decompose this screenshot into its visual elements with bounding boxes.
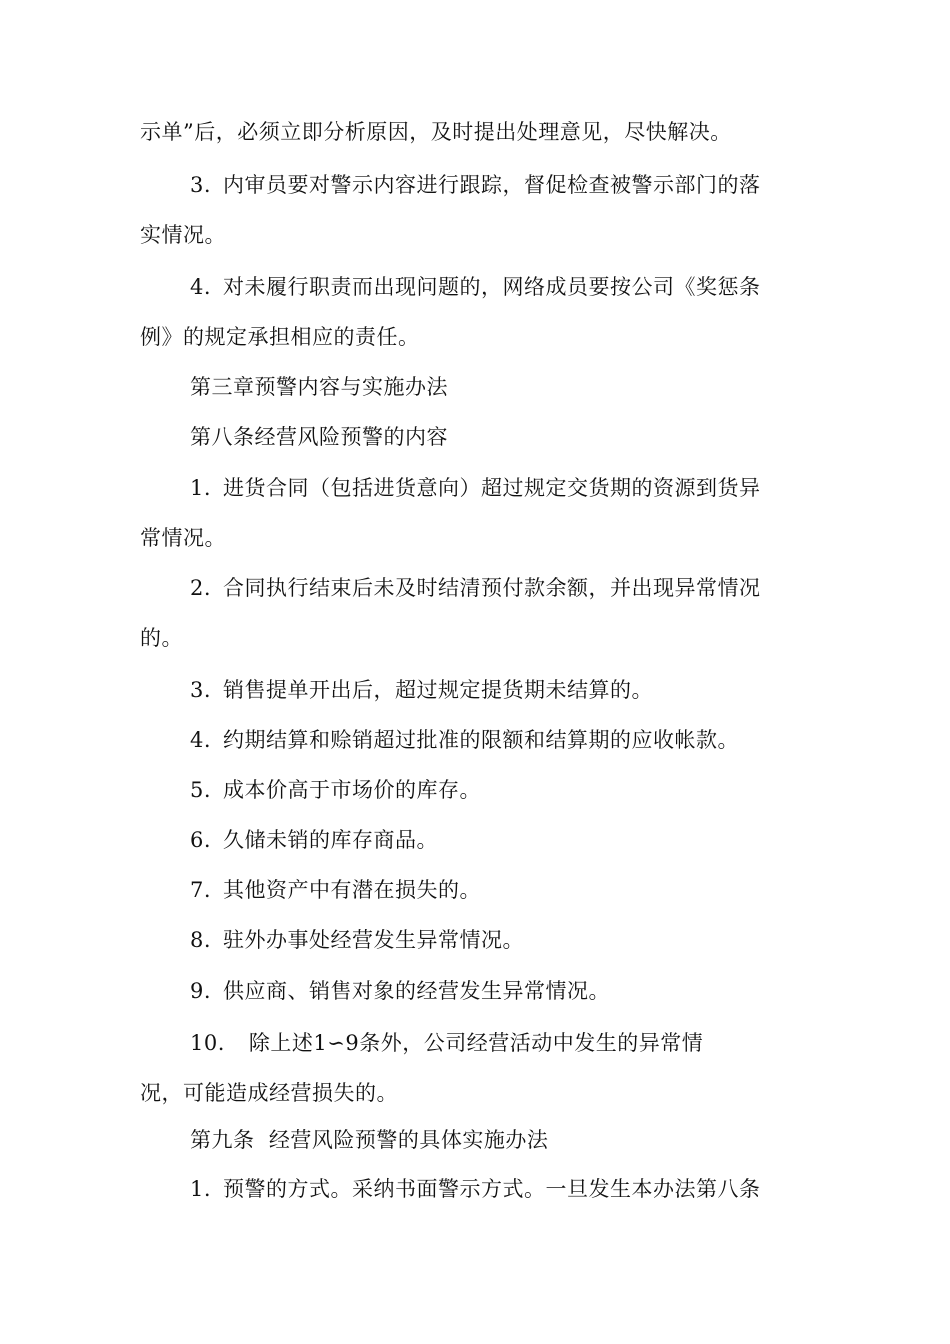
list-item [190,876,481,904]
paragraph-line [140,118,732,146]
item-number: 5. [190,778,212,802]
list-item [190,1029,703,1057]
text: 内审员要对警示内容进行跟踪，督促检查被警示部门的落 [223,173,761,197]
text: 其他资产中有潜在损失的。 [223,878,482,902]
item-number: 6. [190,828,212,852]
text: 销售提单开出后，超过规定提货期未结算的。 [223,678,654,702]
list-item [190,1175,761,1203]
text: 合同执行结束后未及时结清预付款余额，并出现异常情况 [223,576,761,600]
list-item [190,474,761,502]
text: 第三章预警内容与实施办法 [190,375,448,399]
article-heading [190,1126,548,1154]
text: 对未履行职责而出现问题的，网络成员要按公司《奖惩条 [223,275,761,299]
list-item [190,171,761,199]
item-number: 2. [190,576,212,600]
text: 进货合同（包括进货意向）超过规定交货期的资源到货异 [223,476,761,500]
list-item [190,273,761,301]
item-number: 3. [190,173,212,197]
text: 预警的方式。采纳书面警示方式。一旦发生本办法第八条 [223,1177,761,1201]
list-item [190,826,438,854]
text: 久储未销的库存商品。 [223,828,439,852]
text: 除上述1∽9条外，公司经营活动中发生的异常情 [248,1031,704,1055]
text: 实情况。 [140,223,226,247]
list-item [190,676,653,704]
item-number: 9. [190,979,212,1003]
item-number: 1. [190,476,212,500]
item-number: 7. [190,878,212,902]
list-item [190,726,739,754]
text: 驻外办事处经营发生异常情况。 [223,928,525,952]
item-number: 4. [190,275,212,299]
paragraph-line [140,323,420,351]
paragraph-line [140,524,226,552]
paragraph-line [140,221,226,249]
text: 例》的规定承担相应的责任。 [140,325,420,349]
item-number: 3. [190,678,212,702]
text: 供应商、销售对象的经营发生异常情况。 [223,979,611,1003]
text: 第九条 经营风险预警的具体实施办法 [190,1128,549,1152]
text: 第八条经营风险预警的内容 [190,425,448,449]
chapter-heading [190,373,448,401]
paragraph-line [140,1079,398,1107]
text: 约期结算和赊销超过批准的限额和结算期的应收帐款。 [223,728,740,752]
item-number: 1. [190,1177,212,1201]
item-number: 4. [190,728,212,752]
list-item [190,977,610,1005]
list-item [190,776,481,804]
text: 的。 [140,626,183,650]
text: 示单”后，必须立即分析原因，及时提出处理意见，尽快解决。 [140,120,732,144]
text: 常情况。 [140,526,226,550]
text: 成本价高于市场价的库存。 [223,778,482,802]
text: 况，可能造成经营损失的。 [140,1081,398,1105]
paragraph-line [140,624,183,652]
item-number: 8. [190,928,212,952]
list-item [190,926,524,954]
article-heading [190,423,448,451]
item-number: 10. [190,1031,225,1055]
list-item [190,574,761,602]
